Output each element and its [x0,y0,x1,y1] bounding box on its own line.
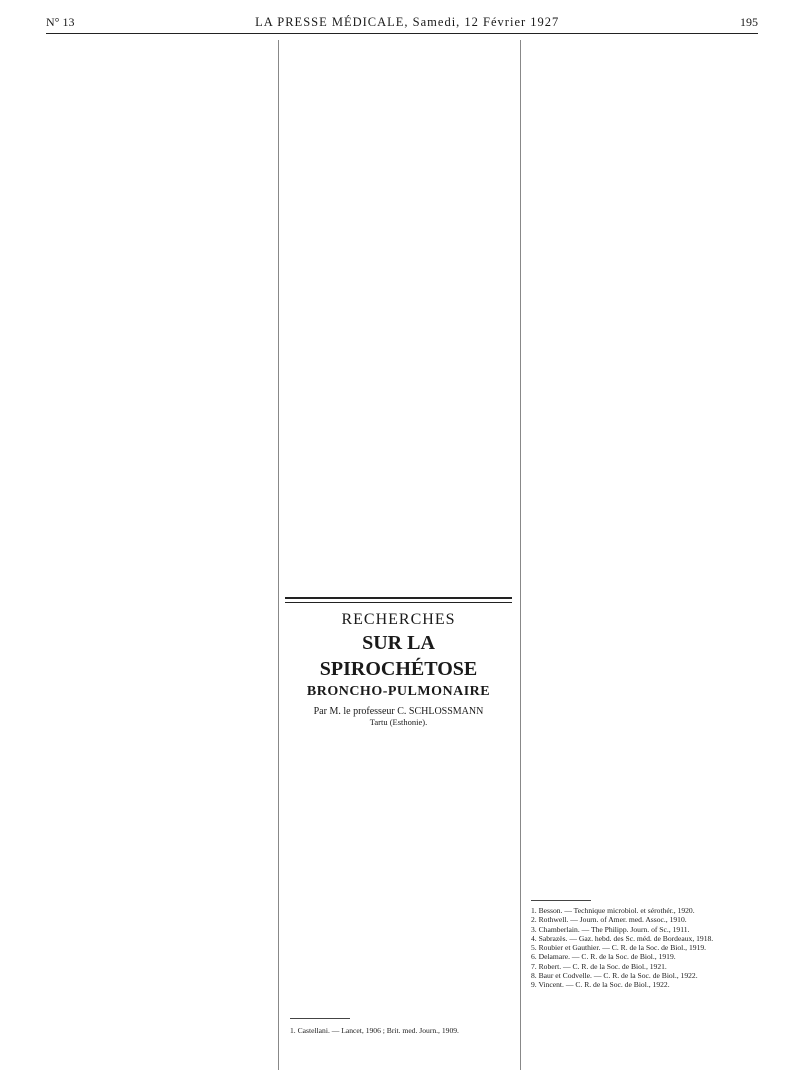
footnote: 1. Besson. — Technique microbiol. et sérothér., 1920. [531,906,695,915]
footnotes-right [531,906,758,990]
page-number: 195 [739,15,758,29]
footnote: 9. Vincent. — C. R. de la Soc. de Biol., 1922. [531,980,670,990]
heading-rule [285,597,512,603]
footnote: 7. Robert. — C. R. de la Soc. de Biol., 1921. [531,961,667,971]
header-rule [46,33,758,34]
column-divider-1 [278,40,279,1070]
journal-title: LA PRESSE MÉDICALE, Samedi, 12 Février 1927 [255,15,560,29]
footnote: 1. Castellani. — Lancet, 1906 ; Brit. med. Journ., 1909. [290,1026,459,1035]
article-title: SUR LA SPIROCHÉTOSE [319,632,478,680]
footnote: 2. Rothwell. — Journ. of Amer. med. Assoc., 1910. [531,915,687,925]
footnote-rule-mid [290,1018,350,1019]
footnote: 5. Roubier et Gauthier. — C. R. de la Soc. de Biol., 1919. [531,943,707,953]
article-heading [285,610,512,727]
footnote: 8. Baur et Codvelle. — C. R. de la Soc. de Biol., 1922. [531,971,698,981]
footnote-rule-right [531,900,591,901]
footnotes-middle [290,1026,517,1035]
article-place: Tartu (Esthonie). [369,717,428,727]
page-header [46,8,758,30]
footnote: 6. Delamare. — C. R. de la Soc. de Biol., 1919. [531,952,676,962]
issue-number: N° 13 [46,15,75,29]
article-subtitle: BRONCHO-PULMONAIRE [306,684,491,699]
article-byline: Par M. le professeur C. SCHLOSSMANN [313,706,484,717]
footnote: 4. Sabrazès. — Gaz. hebd. des Sc. méd. de Bordeaux, 1918. [531,933,714,943]
column-divider-2 [520,40,521,1070]
article-kicker: RECHERCHES [341,611,456,628]
footnote: 3. Chamberlain. — The Philipp. Journ. of Sc., 1911. [531,924,690,934]
